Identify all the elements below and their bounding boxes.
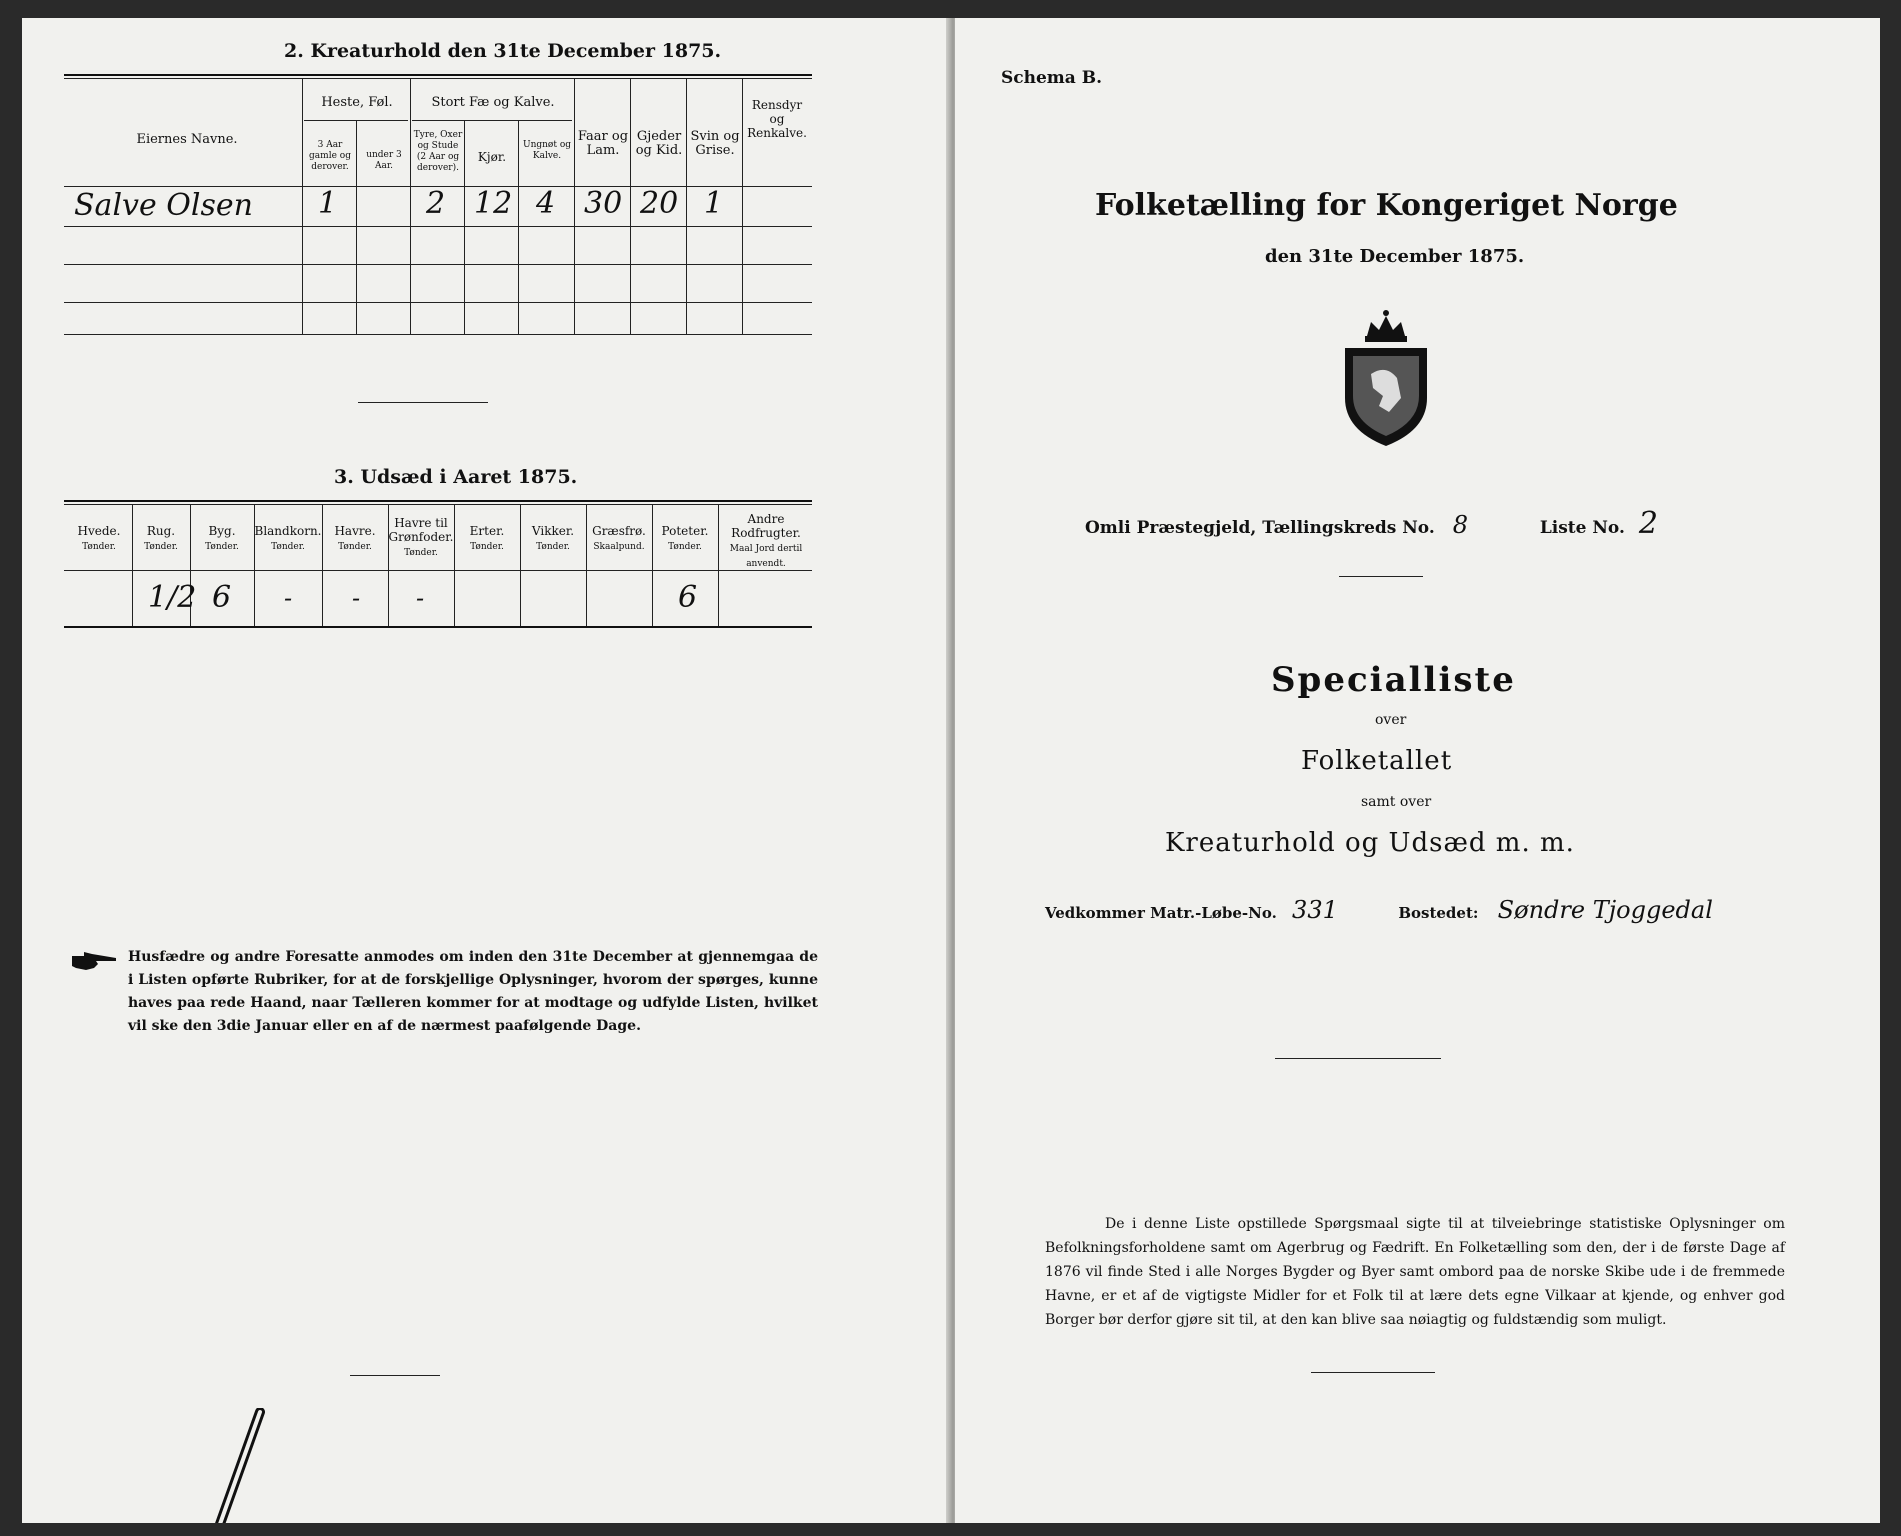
table2-row-rule	[64, 302, 812, 303]
kreaturhold-heading: Kreaturhold og Udsæd m. m.	[1165, 828, 1575, 858]
matr-label: Vedkommer Matr.-Løbe-No.	[1045, 904, 1277, 922]
bosted-value: Søndre Tjoggedal	[1497, 896, 1713, 924]
table3-header-rule	[64, 570, 812, 571]
seed-header-poteter: Poteter. Tønder.	[661, 524, 709, 552]
rug-value: 1/2	[148, 580, 197, 615]
table3-top-rule-2	[64, 504, 812, 505]
table2-top-rule	[64, 74, 812, 76]
info-paragraph: De i denne Liste opstillede Spørgsmaal sigte til at tilveiebringe statistiske Oplysninger om Befolkningsforholdene samt om Agerbrug og Fædrift. En Folketælling som den, der i de første Dage af 1876 vil finde Sted i alle Norges Bygder og Byer samt ombord paa de norske Skibe ude i de fremmede Havne, er et af de vigtigste Midler for et Folk til at lære dets egne Vilkaar at kjende, og enhver god Borger bør derfor gjøre sit til, at den kan blive saa nøiagtig og fuldstændig som muligt.	[1045, 1216, 1785, 1328]
faar-value: 30	[584, 186, 623, 221]
seed-header-graesfro: Græsfrø. Skaalpund.	[592, 524, 646, 552]
stortfae-group-header: Stort Fæ og Kalve.	[431, 95, 555, 110]
havre-gron-value: -	[416, 584, 425, 612]
col-divider	[356, 120, 357, 334]
table2-bottom-rule	[64, 334, 812, 335]
seed-header-hvede: Hvede. Tønder.	[77, 524, 121, 552]
gjeder-value: 20	[640, 186, 679, 221]
district-label: Tællingskreds No.	[1262, 518, 1435, 538]
parish-label: Omli Præstegjeld,	[1085, 518, 1257, 538]
table2-top-rule-2	[64, 78, 812, 79]
kjor-header: Kjør.	[477, 150, 507, 164]
pointing-hand-icon	[70, 950, 118, 972]
left-page	[22, 18, 953, 1523]
list-label: Liste No.	[1539, 518, 1625, 538]
col-divider	[454, 504, 455, 626]
seed-header-byg: Byg. Tønder.	[205, 524, 239, 552]
table2-row-rule	[64, 264, 812, 265]
seed-header-vikker: Vikker. Tønder.	[531, 524, 575, 552]
col-divider	[742, 78, 743, 334]
col-divider	[520, 504, 521, 626]
col-divider	[464, 120, 465, 334]
table3-bottom-rule	[64, 626, 812, 628]
gjeder-header: Gjeder og Kid.	[635, 129, 683, 158]
col-divider	[518, 120, 519, 334]
blandkorn-value: -	[284, 584, 293, 612]
separator-rule	[358, 402, 488, 403]
list-number: 2	[1638, 506, 1658, 541]
stude-header: Tyre, Oxer og Stude (2 Aar og derover).	[413, 130, 463, 173]
matr-number: 331	[1292, 896, 1338, 924]
faar-header: Faar og Lam.	[577, 129, 629, 158]
col-divider	[574, 78, 575, 334]
specialliste-heading: Specialliste	[1271, 660, 1516, 700]
separator-rule	[1275, 1058, 1441, 1059]
poteter-value: 6	[678, 580, 698, 615]
owner-name: Salve Olsen	[74, 188, 253, 223]
col-divider	[254, 504, 255, 626]
col-divider	[132, 504, 133, 626]
district-number: 8	[1452, 511, 1468, 539]
pen	[212, 1408, 272, 1523]
seed-header-havre: Havre. Tønder.	[334, 524, 376, 552]
stortfae-group-rule	[412, 120, 572, 121]
stude-value: 2	[426, 186, 446, 221]
col-divider	[410, 78, 411, 334]
samt-over: samt over	[1361, 794, 1432, 810]
heste-old-value: 1	[318, 186, 338, 221]
col-divider	[718, 504, 719, 626]
svin-header: Svin og Grise.	[690, 129, 740, 158]
seed-header-rug: Rug. Tønder.	[144, 524, 178, 552]
havre-value: -	[352, 584, 361, 612]
col-divider	[652, 504, 653, 626]
notice-text: Husfædre og andre Foresatte anmodes om inden den 31te December at gjennemgaa de i Listen opførte Rubriker, for at de forskjellige Oplysninger, hvorom der spørges, kunne haves paa rede Haand, naar Tælleren kommer for at modtage og udfylde Listen, hvilket vil ske den 3die Januar eller en af de nærmest paafølgende Dage.	[128, 949, 818, 1034]
coat-of-arms-icon	[1331, 308, 1441, 448]
heste-young-header: under 3 Aar.	[366, 150, 402, 171]
col-divider	[686, 78, 687, 334]
heste-old-header: 3 Aar gamle og derover.	[309, 140, 351, 172]
section2-title: 2. Kreaturhold den 31te December 1875.	[284, 40, 722, 62]
census-date: den 31te December 1875.	[1265, 246, 1525, 267]
census-title: Folketælling for Kongeriget Norge	[1095, 188, 1678, 223]
seed-header-rodfrugter: Andre Rodfrugter. Maal Jord dertil anvendt.	[729, 512, 803, 569]
separator-rule	[350, 1375, 440, 1376]
kjor-value: 12	[474, 186, 513, 221]
section3-title: 3. Udsæd i Aaret 1875.	[334, 466, 578, 488]
over-1: over	[1375, 712, 1407, 728]
separator-rule	[1339, 576, 1423, 577]
col-divider	[322, 504, 323, 626]
schema-label: Schema B.	[1001, 68, 1103, 88]
table3-top-rule	[64, 500, 812, 502]
ungnot-header: Ungnøt og Kalve.	[522, 140, 571, 161]
rensdyr-header: Rensdyr og Renkalve.	[747, 98, 807, 140]
seed-header-havre-gron: Havre til Grønfoder. Tønder.	[388, 516, 454, 558]
col-divider	[302, 78, 303, 334]
ungnot-value: 4	[536, 186, 556, 221]
table2-row-rule	[64, 226, 812, 227]
seed-header-blandkorn: Blandkorn. Tønder.	[254, 524, 322, 552]
bosted-label: Bostedet:	[1398, 904, 1479, 922]
right-page	[955, 18, 1880, 1523]
col-divider	[586, 504, 587, 626]
svin-value: 1	[704, 186, 724, 221]
col-divider	[630, 78, 631, 334]
heste-group-header: Heste, Føl.	[321, 95, 393, 110]
seed-header-erter: Erter. Tønder.	[469, 524, 505, 552]
separator-rule	[1311, 1372, 1435, 1373]
folketallet: Folketallet	[1301, 746, 1453, 776]
owner-header: Eiernes Navne.	[136, 132, 238, 147]
byg-value: 6	[212, 580, 232, 615]
matr-line	[1045, 896, 1713, 924]
parish-line	[1085, 506, 1658, 541]
